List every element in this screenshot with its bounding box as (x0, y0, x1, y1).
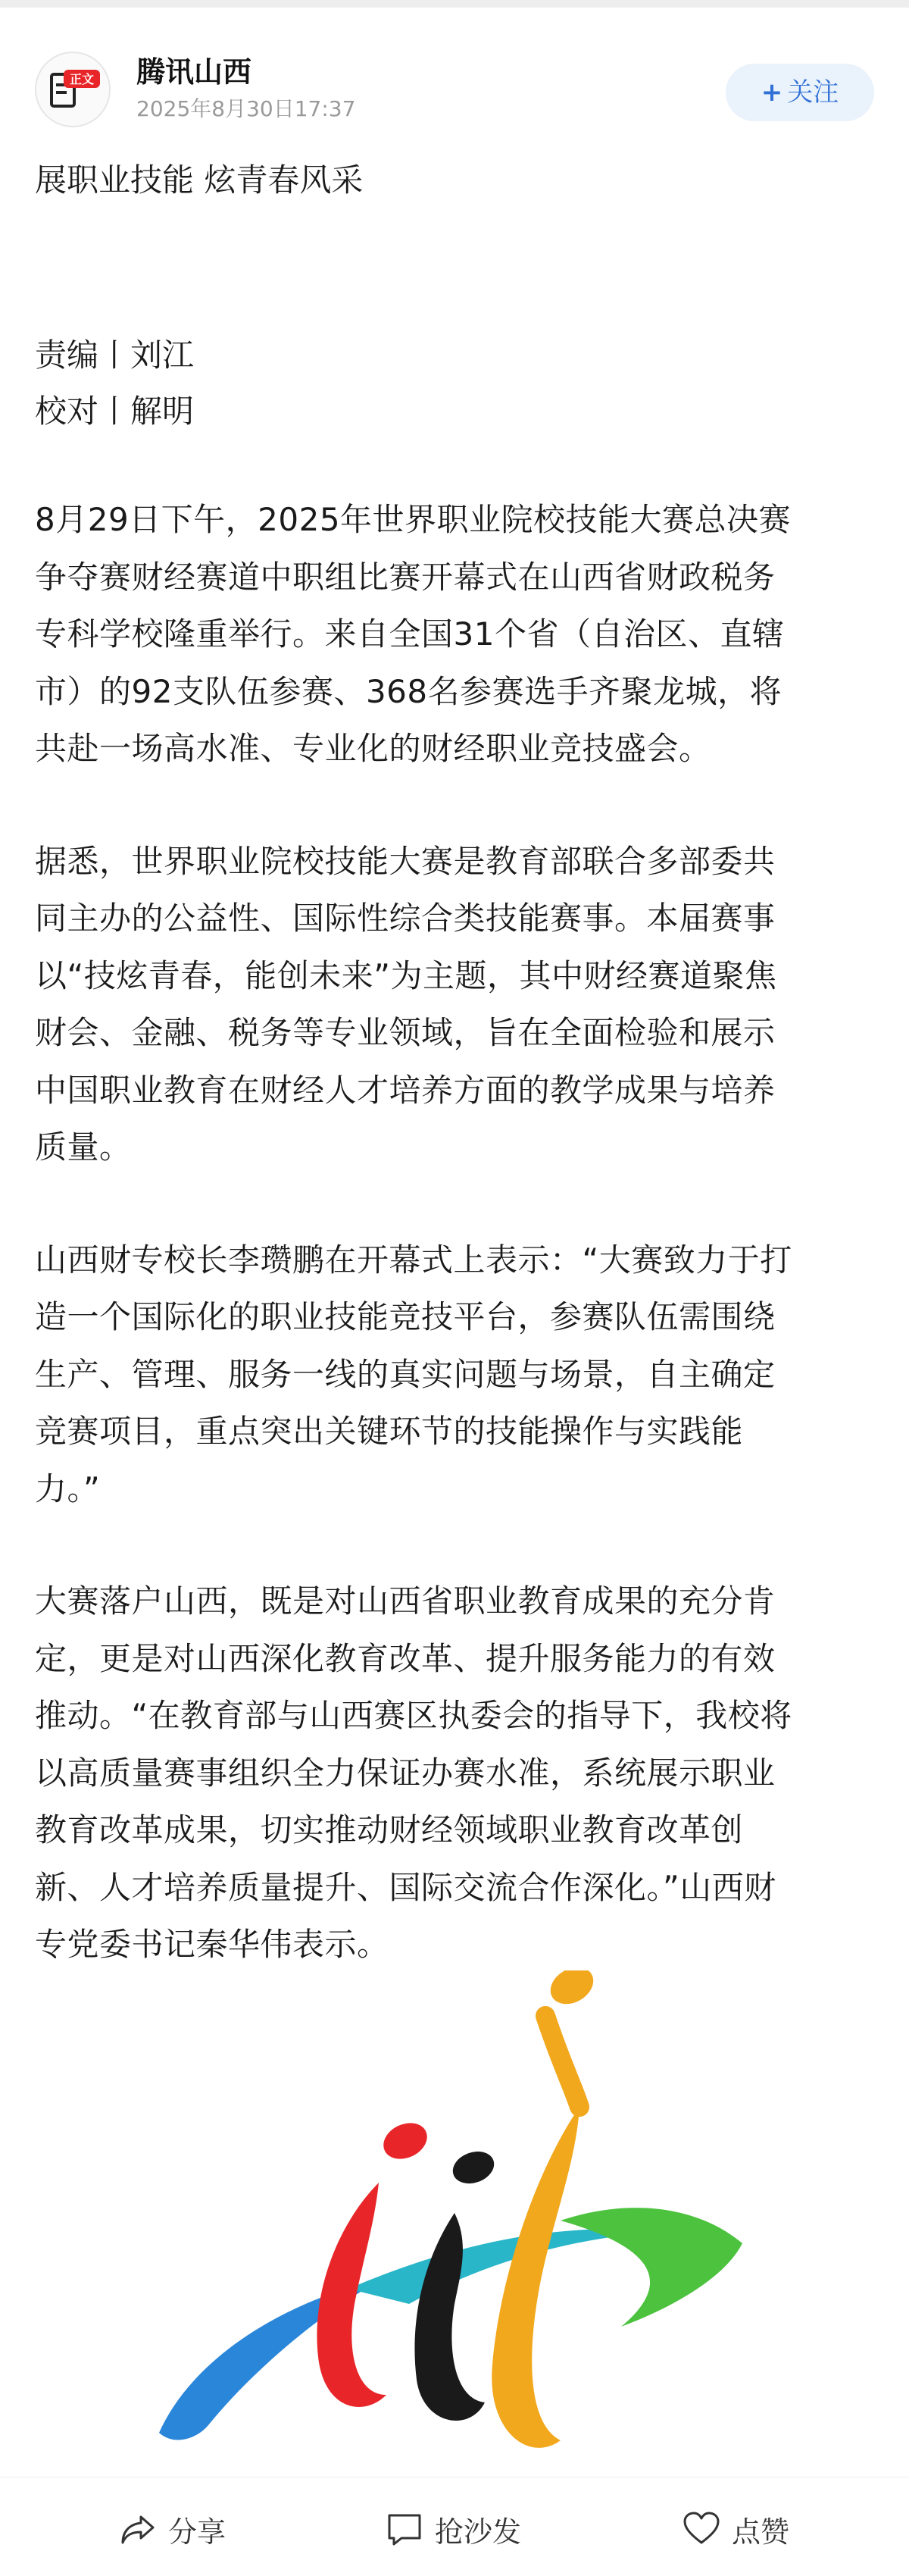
paragraph-line: 山西财专校长李瓒鹏在开幕式上表示：“大赛致力于打 (35, 1241, 792, 1279)
paragraph-3 (35, 1232, 877, 1518)
document-icon (36, 53, 111, 127)
bottom-action-bar (0, 2477, 909, 2576)
paragraph-line: 新、人才培养质量提升、国际交流合作深化。”山西财 (35, 1868, 776, 1906)
paragraph-line: 质量。 (35, 1128, 132, 1166)
paragraph-line: 推动。“在教育部与山西赛区执委会的指导下，我校将 (35, 1697, 792, 1734)
article-credits (35, 327, 194, 440)
paragraph-line: 专科学校隆重举行。来自全国31个省（自治区、直辖 (35, 615, 785, 653)
top-divider (0, 0, 909, 8)
skills-competition-logo (136, 1970, 773, 2486)
paragraph-line: 专党委书记秦华伟表示。 (35, 1926, 389, 1963)
article-body (35, 491, 877, 1973)
paragraph-line: 争夺赛财经赛道中职组比赛开幕式在山西省财政税务 (35, 558, 776, 596)
editor-credit: 责编丨刘江 (35, 336, 195, 374)
source-name[interactable]: 腾讯山西 (136, 55, 252, 89)
paragraph-line: 财会、金融、税务等专业领域，旨在全面检验和展示 (35, 1014, 776, 1051)
paragraph-1 (35, 491, 877, 778)
paragraph-line: 以高质量赛事组织全力保证办赛水准，系统展示职业 (35, 1754, 776, 1792)
comment-button[interactable] (385, 2508, 521, 2550)
plus-icon: + (761, 77, 783, 108)
article-header (0, 45, 909, 136)
comment-label: 抢沙发 (435, 2515, 522, 2549)
paragraph-4 (35, 1573, 877, 1973)
paragraph-line: 中国职业教育在财经人才培养方面的教学成果与培养 (35, 1071, 776, 1109)
like-button[interactable] (682, 2508, 789, 2550)
paragraph-line: 生产、管理、服务一线的真实问题与场景，自主确定 (35, 1355, 776, 1393)
source-avatar[interactable] (35, 52, 111, 127)
paragraph-line: 据悉，世界职业院校技能大赛是教育部联合多部委共 (35, 842, 776, 880)
paragraph-line: 力。” (35, 1470, 101, 1507)
paragraph-line: 共赴一场高水准、专业化的财经职业竞技盛会。 (35, 730, 711, 767)
paragraph-line: 大赛落户山西，既是对山西省职业教育成果的充分肯 (35, 1582, 776, 1620)
paragraph-line: 同主办的公益性、国际性综合类技能赛事。本届赛事 (35, 900, 776, 937)
paragraph-line: 定，更是对山西深化教育改革、提升服务能力的有效 (35, 1639, 776, 1677)
paragraph-line: 竞赛项目，重点突出关键环节的技能操作与实践能 (35, 1413, 744, 1450)
paragraph-line: 8月29日下午，2025年世界职业院校技能大赛总决赛 (35, 501, 792, 538)
heart-icon (682, 2509, 721, 2549)
paragraph-line: 市）的92支队伍参赛、368名参赛选手齐聚龙城，将 (35, 672, 782, 710)
avatar-badge: 正文 (69, 72, 95, 86)
paragraph-2 (35, 833, 877, 1176)
paragraph-line: 以“技炫青春，能创未来”为主题，其中财经赛道聚焦 (35, 956, 777, 994)
proofreader-credit: 校对丨解明 (35, 393, 195, 430)
paragraph-line: 教育改革成果，切实推动财经领域职业教育改革创 (35, 1811, 744, 1848)
event-logo-image (136, 1970, 773, 2486)
comment-icon (385, 2509, 424, 2549)
publish-time: 2025年8月30日17:37 (136, 96, 356, 121)
share-icon (118, 2509, 158, 2549)
follow-button[interactable] (726, 64, 874, 121)
paragraph-line: 造一个国际化的职业技能竞技平台，参赛队伍需围绕 (35, 1298, 776, 1335)
article-title: 展职业技能 炫青春风采 (35, 161, 364, 199)
follow-label: 关注 (787, 77, 839, 108)
like-label: 点赞 (732, 2515, 790, 2549)
share-label: 分享 (168, 2515, 226, 2549)
share-button[interactable] (118, 2508, 226, 2550)
